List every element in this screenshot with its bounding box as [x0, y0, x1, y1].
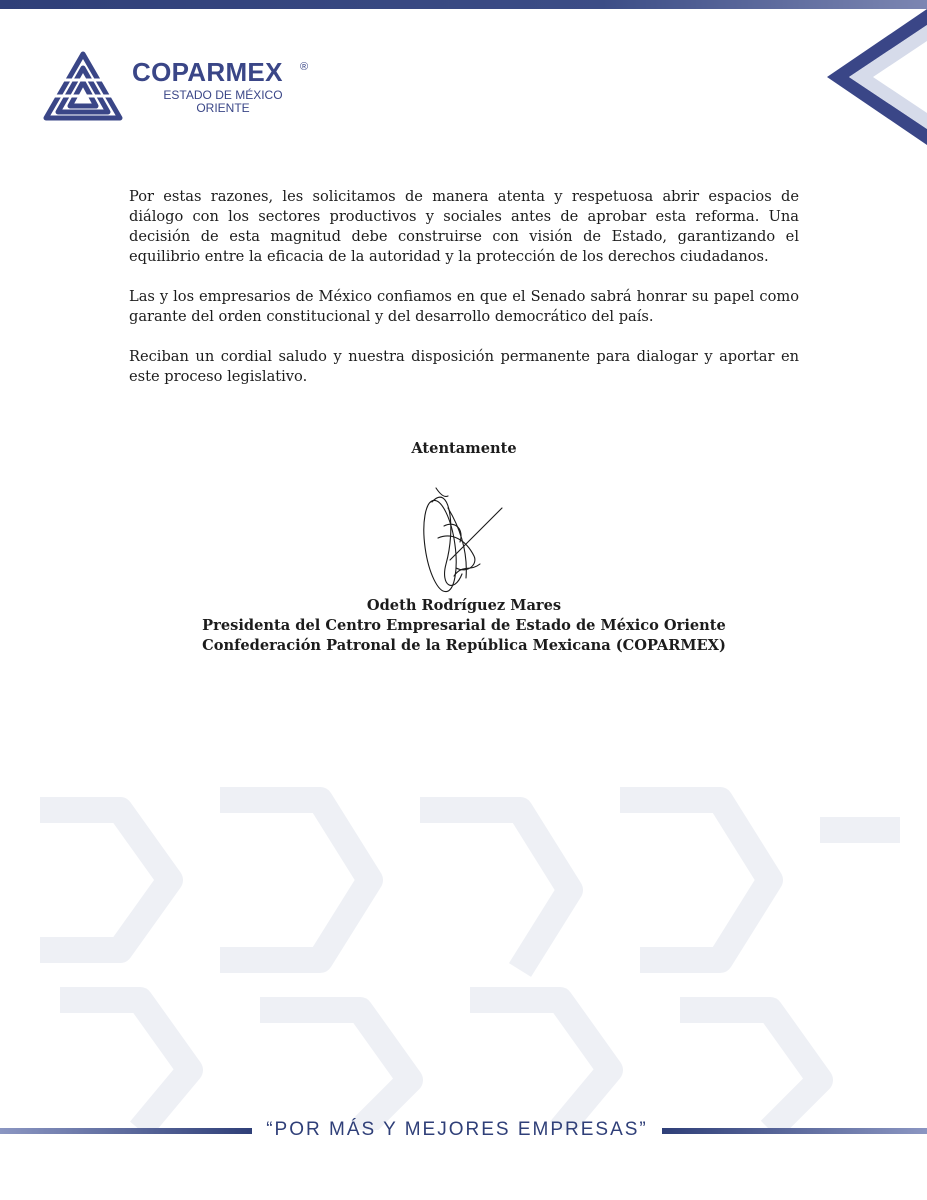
signer-organization: Confederación Patronal de la República Mexicana (COPARMEX) [202, 637, 726, 654]
brand-name: COPARMEX [132, 57, 283, 87]
body-paragraph: Las y los empresarios de México confiamos en que el Senado sabrá honrar su papel como garante del orden constitucional y del desarrollo democrático del país. [129, 288, 799, 325]
body-paragraph: Reciban un cordial saludo y nuestra disposición permanente para dialogar y aportar en este proceso legislativo. [129, 348, 799, 385]
corner-chevron-decoration [827, 9, 927, 149]
signer-block [129, 596, 799, 656]
footer-line-left [0, 1128, 252, 1134]
brand-subtitle-line2: ORIENTE [196, 101, 250, 115]
footer-line-right [662, 1128, 927, 1134]
footer-slogan: “POR MÁS Y MEJORES EMPRESAS” [266, 1119, 648, 1140]
pyramid-logo-icon [42, 50, 124, 122]
body-paragraph: Por estas razones, les solicitamos de manera atenta y respetuosa abrir espacios de diálogo con los sectores productivos y sociales antes de aprobar esta reforma. Una decisión de esta magnitud debe construirse con visión de Estado, garantizando el equilibrio entre la eficacia de la autoridad y la protección de los derechos ciudadanos. [129, 188, 799, 265]
handwritten-signature [410, 468, 505, 608]
closing-salutation: Atentamente [411, 440, 517, 457]
letter-body [129, 187, 799, 407]
brand-subtitle-line1: ESTADO DE MÉXICO [163, 88, 283, 102]
signer-title: Presidenta del Centro Empresarial de Estado de México Oriente [202, 617, 726, 634]
geometric-watermark-pattern [0, 770, 927, 1130]
coparmex-logo [42, 50, 322, 130]
registered-mark: ® [300, 61, 309, 73]
top-accent-band [0, 0, 927, 9]
signer-name: Odeth Rodríguez Mares [366, 597, 562, 614]
